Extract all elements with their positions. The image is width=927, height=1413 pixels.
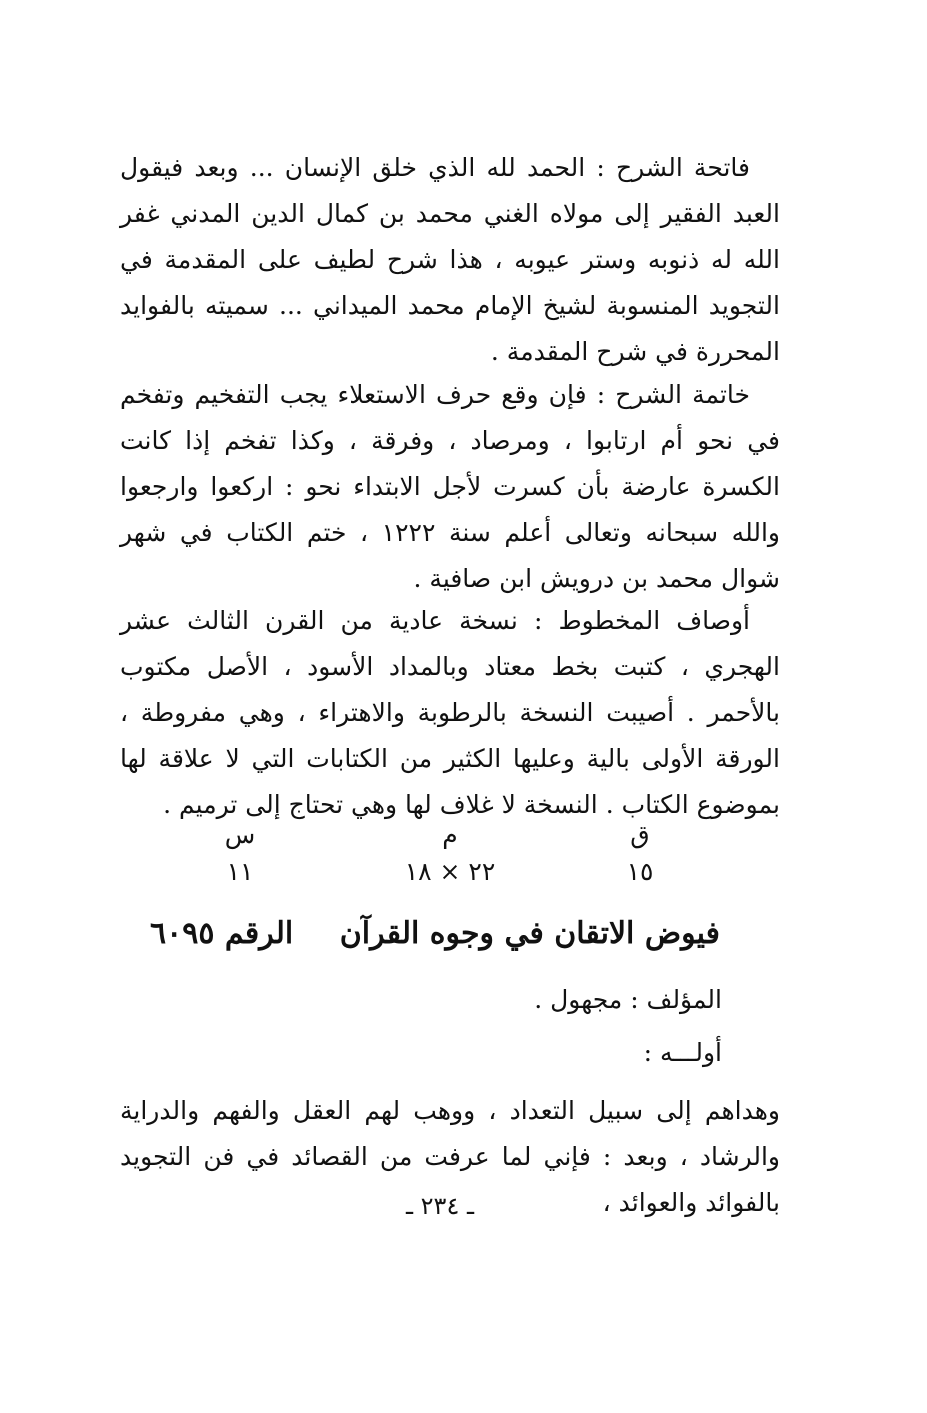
closing-paragraph-block (120, 372, 780, 602)
closing-paragraph: خاتمة الشرح : فإن وقع حرف الاستعلاء يجب التفخيم وتفخم في نحو أم ارتابوا ، ومرصاد ، وفرقة ، وكذا تفخم إذا كانت الكسرة عارضة بأن كسرت لأجل الابتداء نحو : اركعوا وارجعوا والله سبحانه وتعالى أعلم سنة ١٢٢٢ ، ختم الكتاب في شهر شوال محمد بن درويش ابن صافية . (120, 380, 780, 593)
metric-lines-label: س (224, 820, 256, 849)
manuscript-metrics (200, 818, 700, 898)
catalog-number: الرقم ٦٠٩٥ (150, 916, 294, 951)
metric-folios-value: ١٥ (626, 857, 654, 886)
page-number: ـ ٢٣٤ ـ (405, 1192, 474, 1220)
metric-lines (180, 818, 300, 892)
metric-size-label: م (442, 820, 458, 849)
incipit-label: أولـــه : (643, 1038, 722, 1067)
incipit-text: وهداهم إلى سبيل التعداد ، ووهب لهم العقل والفهم والدراية والرشاد ، وبعد : فإني لما عرفت من القصائد في فن التجويد بالفوائد والعوائد ، (120, 1096, 780, 1217)
opening-paragraph-block (120, 145, 780, 375)
manuscript-description: أوصاف المخطوط : نسخة عادية من القرن الثالث عشر الهجري ، كتبت بخط معتاد وبالمداد الأسود ، الأصل مكتوب بالأحمر . أصيبت النسخة بالرطوبة والاهتراء ، وهي مفروطة ، الورقة الأولى بالية وعليها الكثير من الكتابات التي لا علاقة لها بموضوع الكتاب . النسخة لا غلاف لها وهي تحتاج إلى ترميم . (120, 606, 780, 819)
opening-paragraph: فاتحة الشرح : الحمد لله الذي خلق الإنسان ... وبعد فيقول العبد الفقير إلى مولاه الغني محمد بن كمال الدين المدني غفر الله له ذنوبه وستر عيوبه ، هذا شرح لطيف على المقدمة في التجويد المنسوبة لشيخ الإمام محمد الميداني ... سميته بالفوايد المحررة في شرح المقدمة . (120, 153, 780, 366)
manuscript-description-block (120, 598, 780, 828)
metric-folios (580, 818, 700, 892)
entry-heading (120, 908, 720, 968)
author-line: المؤلف : مجهول . (534, 985, 722, 1014)
metric-size-value: ٢٢ × ١٨ (404, 857, 496, 886)
metric-folios-label: ق (630, 820, 650, 849)
book-title: فيوض الاتقان في وجوه القرآن (339, 916, 720, 951)
metric-lines-value: ١١ (226, 857, 254, 886)
metric-size (390, 818, 510, 892)
